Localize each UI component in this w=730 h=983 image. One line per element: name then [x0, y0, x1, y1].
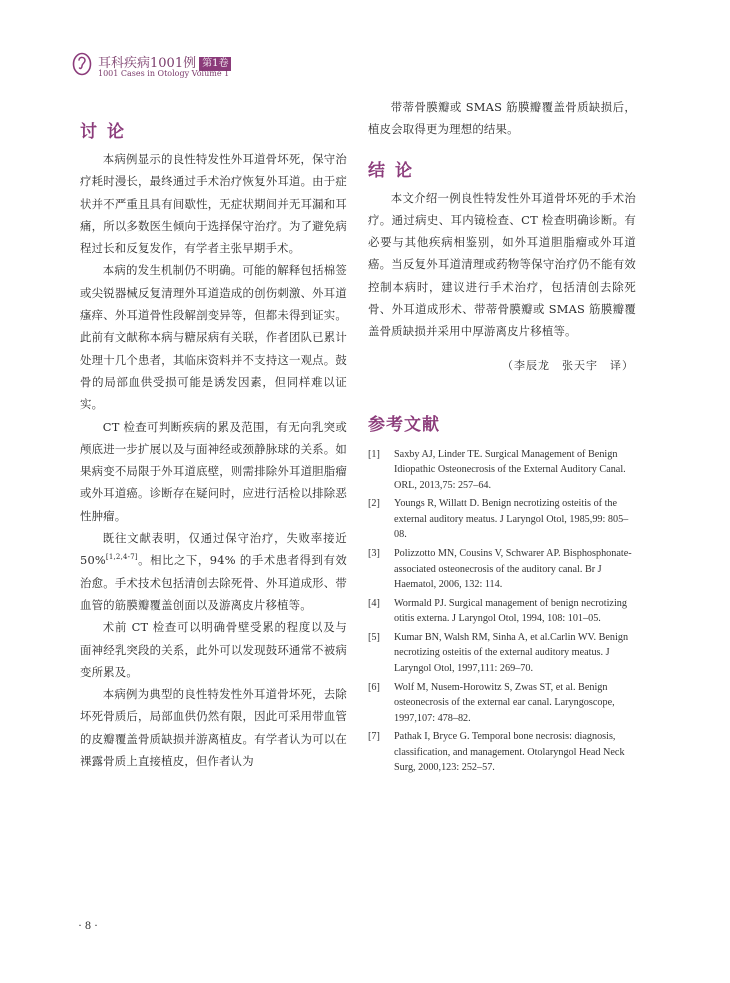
reference-item [368, 546, 636, 593]
discussion-paragraph-2: 本病的发生机制仍不明确。可能的解释包括棉签或尖锐器械反复清理外耳道造成的创伤刺激、外耳道瘙痒、外耳道骨性段解剖变异等，但都未得到证实。此前有文献称本病与糖尿病有关联，作者团队已累计处理十几个患者，其临床资料并不支持这一观点。鼓骨的局部血供受损可能是诱发因素，但同样难以证实。 [80, 263, 347, 412]
discussion-paragraph-6: 本病例为典型的良性特发性外耳道骨坏死，去除坏死骨质后，局部血供仍然有限，因此可采用带血管的皮瓣覆盖骨质缺损并游离植皮。有学者认为可以在裸露骨质上直接植皮，但作者认为 [80, 687, 347, 769]
citation-superscript: [1,2,4-7] [105, 553, 138, 562]
discussion-heading: 讨论 [80, 122, 134, 142]
reference-item [368, 496, 636, 543]
reference-number: [5] [368, 631, 380, 643]
reference-text: Pathak I, Bryce G. Temporal bone necrosis: diagnosis, classification, and management. Otolaryngol Head Neck Surg, 2000,123: 252–57. [394, 731, 625, 774]
reference-item [368, 680, 636, 727]
book-subtitle: 1001 Cases in Otology Volume 1 [98, 69, 230, 78]
discussion-paragraph-4 [80, 527, 347, 616]
discussion-paragraph-1: 本病例显示的良性特发性外耳道骨坏死，保守治疗耗时漫长，最终通过手术治疗恢复外耳道。由于症状并不严重且具有间歇性，无症状期间并无耳漏和耳痛，所以多数医生倾向于选择保守治疗。为了避免病程过长和反复发作，有学者主张早期手术。 [80, 152, 347, 256]
left-column [80, 120, 347, 772]
reference-item [368, 596, 636, 627]
reference-text: Saxby AJ, Linder TE. Surgical Management of Benign Idiopathic Osteonecrosis of the External Auditory Canal. ORL, 2013,75: 257–64. [394, 448, 626, 491]
conclusion-paragraph: 本文介绍一例良性特发性外耳道骨坏死的手术治疗。通过病史、耳内镜检查、CT 检查明确诊断。有必要与其他疾病相鉴别，如外耳道胆脂瘤或外耳道癌。当反复外耳道清理或药物等保守治疗仍不能有效控制本病时，建议进行手术治疗，包括清创去除死骨、外耳道成形术、带蒂骨膜瓣或 SMAS 筋膜瓣覆盖骨质缺损并采用中厚游离皮片移植等。 [368, 190, 636, 339]
volume-badge: 第1卷 [199, 57, 231, 71]
reference-text: Wormald PJ. Surgical management of benign necrotizing otitis externa. J Laryngol Otol, 1994, 108: 101–05. [394, 597, 627, 625]
continuation-paragraph: 带蒂骨膜瓣或 SMAS 筋膜瓣覆盖骨质缺损后，植皮会取得更为理想的结果。 [368, 100, 636, 137]
reference-number: [2] [368, 498, 380, 510]
reference-item [368, 447, 636, 494]
page-number: · 8 · [78, 918, 98, 932]
p4-text-after: 。相比之下，94% 的手术患者得到有效治愈。手术技术包括清创去除死骨、外耳道成形、带血管的筋膜瓣覆盖创面以及游离皮片移植等。 [80, 553, 347, 612]
reference-number: [6] [368, 681, 380, 693]
reference-number: [7] [368, 731, 380, 743]
discussion-paragraph-5: 术前 CT 检查可以明确骨壁受累的程度以及与面神经乳突段的关系，此外可以发现鼓环通常不被病变所累及。 [80, 620, 347, 679]
reference-item [368, 630, 636, 677]
reference-number: [3] [368, 548, 380, 560]
reference-number: [4] [368, 597, 380, 609]
reference-text: Kumar BN, Walsh RM, Sinha A, et al.Carlin WV. Benign necrotizing osteitis of the external auditory meatus. J Laryngol Otol, 1997,111: 269–70. [394, 631, 629, 674]
reference-list [368, 447, 636, 776]
reference-item [368, 729, 636, 776]
translators-credit: （李辰龙 张天宇 译） [502, 358, 634, 372]
ear-logo-icon [72, 52, 92, 76]
references-heading: 参考文献 [368, 414, 440, 435]
right-column [368, 96, 636, 779]
conclusion-heading: 结论 [368, 160, 422, 181]
reference-text: Wolf M, Nusem-Horowitz S, Zwas ST, et al. Benign osteonecrosis of the external ear canal. Laryngoscope, 1997,107: 478–82. [394, 681, 615, 724]
book-title-text: 耳科疾病1001例 [98, 56, 197, 71]
reference-text: Polizzotto MN, Cousins V, Schwarer AP. Bisphosphonate-associated osteonecrosis of the auditory canal. Br J Haematol, 2006, 132: 114. [394, 548, 632, 591]
book-header [72, 50, 472, 90]
reference-text: Youngs R, Willatt D. Benign necrotizing osteitis of the external auditory meatus. J Laryngol Otol, 1985,99: 805–08. [394, 498, 629, 541]
discussion-paragraph-3: CT 检查可判断疾病的累及范围，有无向乳突或颅底进一步扩展以及与面神经或颈静脉球的关系。如果病变不局限于外耳道底壁，则需排除外耳道胆脂瘤或外耳道癌。诊断存在疑问时，应进行活检以排除恶性肿瘤。 [80, 419, 347, 523]
reference-number: [1] [368, 448, 380, 460]
p4-text-before: 既往文献表明，仅通过保守治疗，失败率接近 50% [80, 531, 347, 568]
